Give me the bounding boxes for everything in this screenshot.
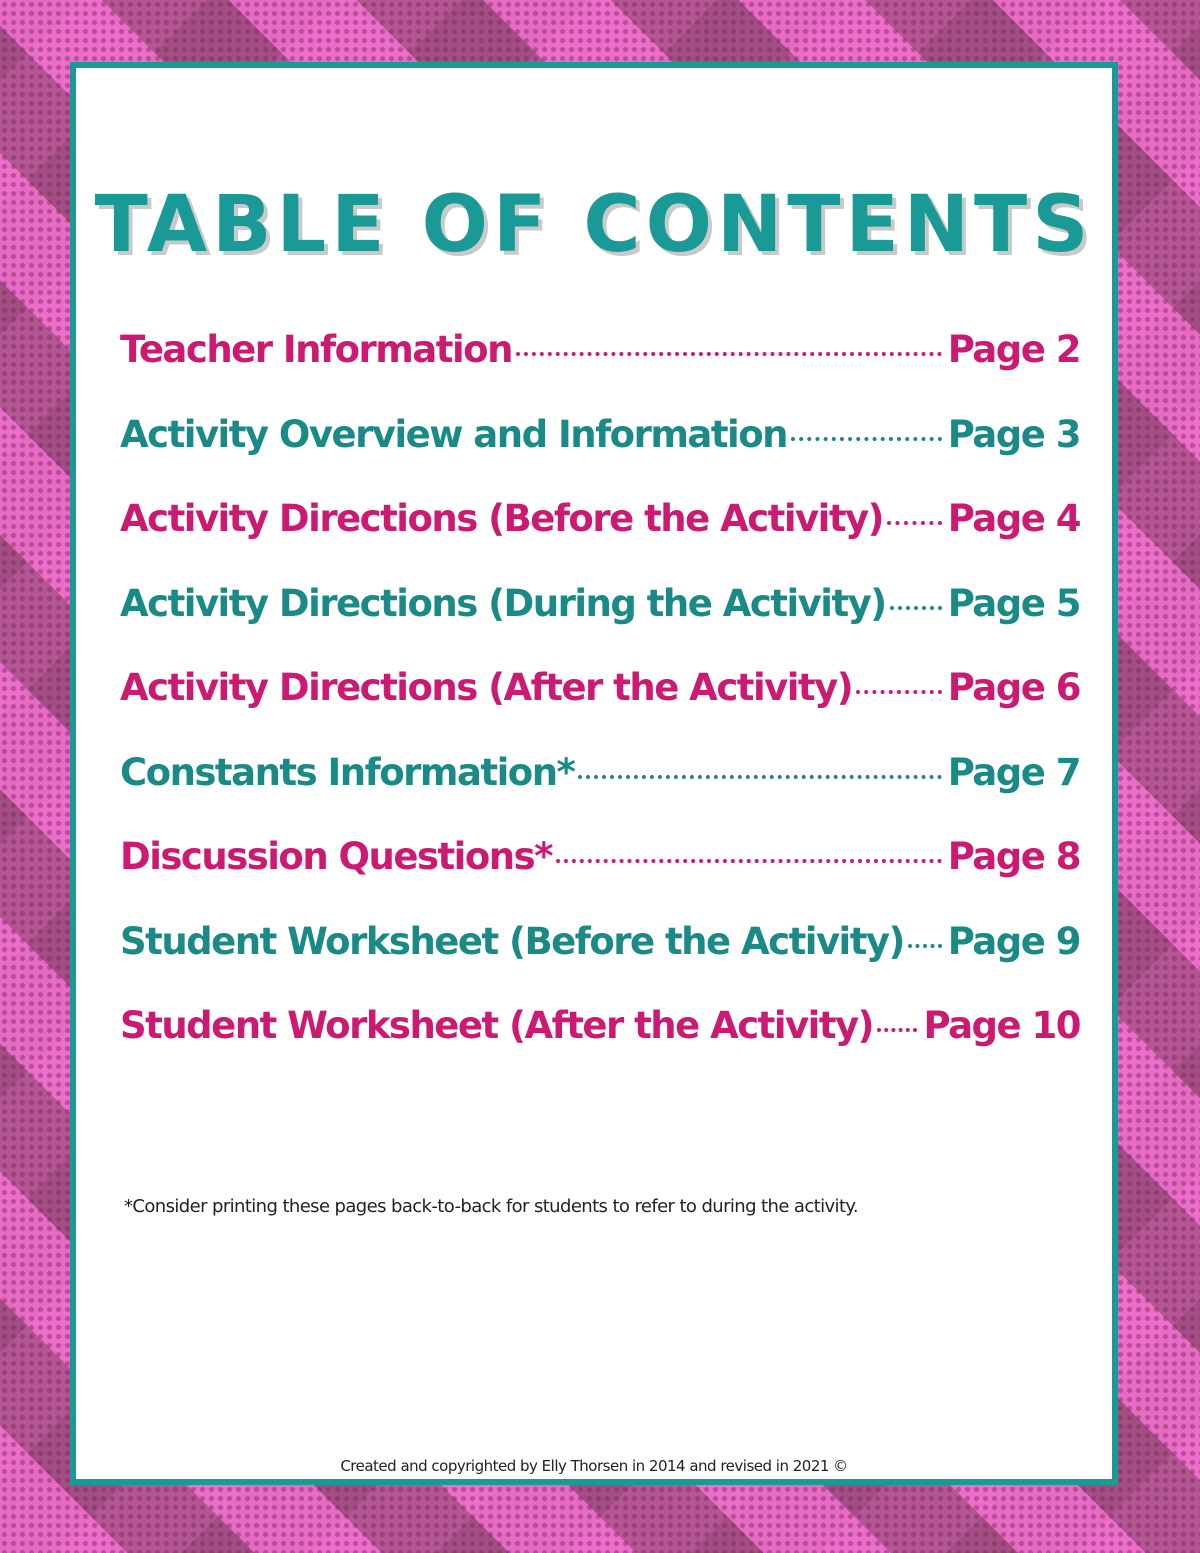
toc-entry (120, 1004, 1080, 1089)
toc-entry-page: Page 4 (947, 497, 1080, 540)
document-page (70, 62, 1118, 1485)
footnote: *Consider printing these pages back-to-back for students to refer to during the activity. (124, 1196, 859, 1217)
toc-entry (120, 666, 1080, 751)
toc-leader-dots (877, 1028, 917, 1032)
toc-entry-label: Activity Directions (After the Activity) (120, 666, 853, 709)
table-of-contents (120, 328, 1080, 1089)
toc-entry-page: Page 3 (947, 412, 1080, 456)
toc-entry-page: Page 10 (923, 1004, 1080, 1047)
toc-entry (120, 920, 1080, 1005)
toc-entry (120, 328, 1080, 413)
toc-entry (120, 413, 1080, 498)
toc-leader-dots (791, 437, 942, 441)
toc-entry-page: Page 6 (947, 666, 1080, 709)
toc-entry-label: Teacher Information (120, 328, 512, 371)
toc-entry-label: Activity Directions (Before the Activity) (120, 497, 884, 540)
toc-entry (120, 497, 1080, 582)
toc-leader-dots (887, 521, 942, 525)
toc-leader-dots (908, 944, 942, 948)
toc-entry-label: Student Worksheet (Before the Activity) (120, 919, 904, 963)
toc-entry-page: Page 7 (947, 750, 1080, 794)
toc-leader-dots (578, 775, 941, 779)
toc-leader-dots (516, 352, 942, 356)
toc-entry-page: Page 5 (947, 581, 1080, 625)
toc-entry (120, 751, 1080, 836)
toc-entry-page: Page 9 (947, 919, 1080, 963)
toc-entry-label: Discussion Questions* (120, 835, 552, 878)
toc-entry (120, 835, 1080, 920)
toc-entry-page: Page 2 (947, 328, 1080, 371)
toc-leader-dots (856, 690, 942, 694)
toc-entry-label: Activity Directions (During the Activity) (120, 581, 886, 625)
toc-entry-label: Constants Information* (120, 750, 575, 794)
toc-entry-label: Student Worksheet (After the Activity) (120, 1004, 874, 1047)
toc-leader-dots (890, 606, 942, 610)
toc-entry (120, 582, 1080, 667)
toc-leader-dots (556, 859, 942, 863)
toc-entry-page: Page 8 (947, 835, 1080, 878)
toc-entry-label: Activity Overview and Information (120, 412, 787, 456)
copyright-footer: Created and copyrighted by Elly Thorsen in 2014 and revised in 2021 © (340, 1457, 848, 1475)
page-title: TABLE OF CONTENTS (94, 180, 1094, 270)
